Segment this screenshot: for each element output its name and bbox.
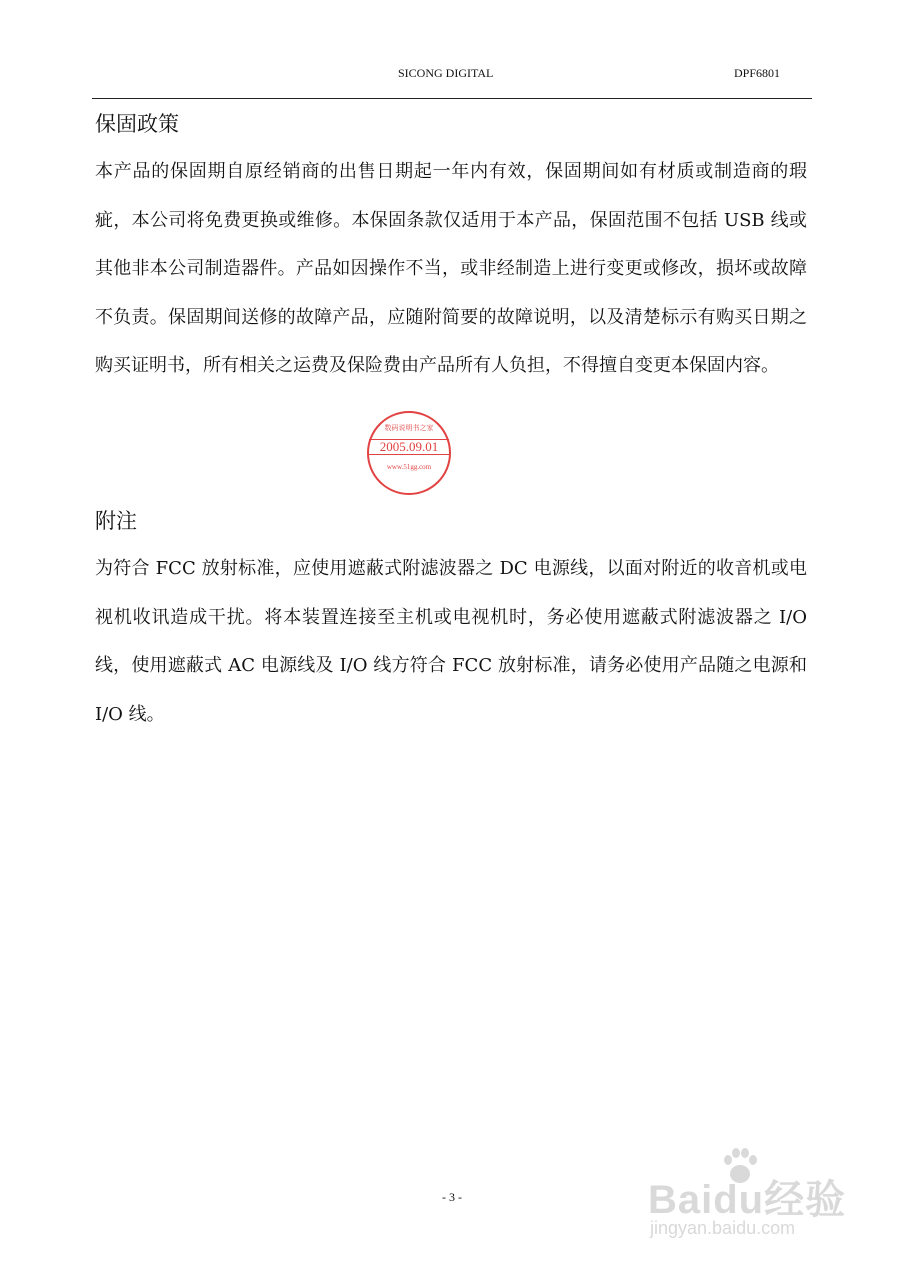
baidu-watermark <box>648 1148 888 1248</box>
page-number: - 3 - <box>442 1190 462 1204</box>
stamp-line-1: 数码说明书之家 <box>384 424 434 432</box>
warranty-paragraph: 本产品的保固期自原经销商的出售日期起一年内有效，保固期间如有材质或制造商的瑕疵，本公司将免费更换或维修。本保固条款仅适用于本产品，保固范围不包括 USB 线或其他非本公司制造器件。产品如因操作不当，或非经制造上进行变更或修改，损坏或故障不负责。保固期间送修的故障产品，应随附简要的故障说明，以及清楚标示有购买日期之购买证明书，所有相关之运费及保险费由产品所有人负担，不得擅自变更本保固内容。 <box>95 161 807 376</box>
stamp-seal <box>367 411 451 495</box>
stamp-line-2: 2005.09.01 <box>369 439 449 455</box>
header-brand: SICONG DIGITAL <box>398 66 494 80</box>
stamp-line-3: www.51gg.com <box>386 463 432 471</box>
note-paragraph: 为符合 FCC 放射标准，应使用遮蔽式附滤波器之 DC 电源线，以面对附近的收音机或电视机收讯造成干扰。将本装置连接至主机或电视机时，务必使用遮蔽式附滤波器之 I/O 线，使用遮蔽式 AC 电源线及 I/O 线方符合 FCC 放射标准，请务必使用产品随之电源和 I/O 线。 <box>95 558 807 725</box>
header-model: DPF6801 <box>733 66 780 80</box>
note-title: 附注 <box>95 509 137 533</box>
warranty-title: 保固政策 <box>95 112 179 136</box>
watermark-url: jingyan.baidu.com <box>650 1218 796 1238</box>
watermark-logo: Baidu经验 <box>648 1178 847 1222</box>
page-header <box>92 60 812 99</box>
